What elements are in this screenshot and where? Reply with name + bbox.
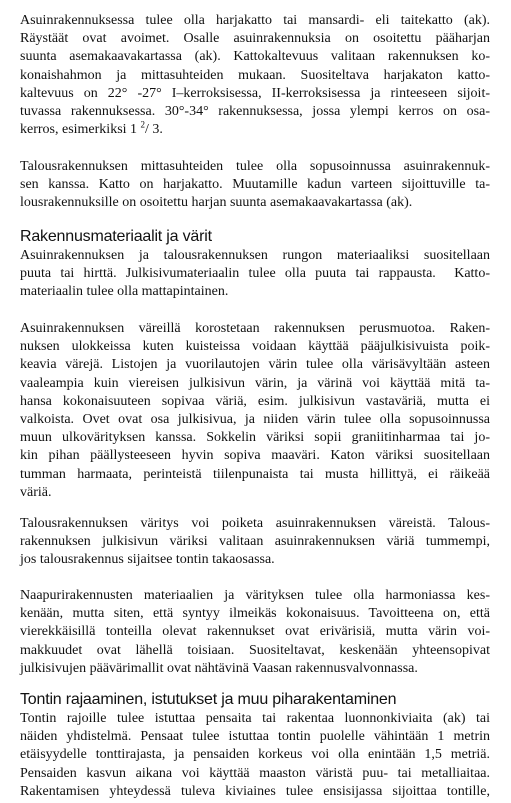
text-line: Rakentamisen yhteydessä tuleva kiviaines tulee ensisijassa sijoittaa tontille, bbox=[20, 783, 490, 799]
text-line: Talousrakennuksen mittasuhteiden tulee olla sopusoinnussa asuinrakennuk- bbox=[20, 159, 490, 174]
text-line: väriä. bbox=[20, 484, 52, 500]
text-line: Asuinrakennuksen ja talousrakennuksen rungon materiaaliksi suositellaan bbox=[20, 248, 490, 263]
text-line: kenään, mutta siten, että syntyy ilmeikäs kokonaisuus. Tavoitteena on, että bbox=[20, 606, 490, 622]
text-line: Naapurirakennusten materiaalien ja värityksen tulee olla harmoniassa kes- bbox=[20, 588, 490, 603]
text-line: vaaleampia kuin viereisen julkisivun värin, ja värinä voi käyttää mitä ta- bbox=[20, 375, 490, 391]
text-line: hansa kokonaisuuteen sopivaa väriä, esim. julkisivun vastaväriä, mutta ei bbox=[20, 393, 490, 409]
text-line: vierekkäisillä tonteilla olevat rakennukset ovat erivärisiä, mutta värin voi- bbox=[20, 624, 490, 640]
paragraph-neighbour-harmony bbox=[20, 587, 490, 678]
section-heading-plot-boundaries: Tontin rajaaminen, istutukset ja muu piharakentaminen bbox=[20, 691, 397, 708]
paragraph-plot-boundaries bbox=[20, 710, 490, 801]
text-line: tuvassa rakennuksessa. 30°-34° rakennuksessa, jossa ylempi kerros on osa- bbox=[20, 103, 490, 119]
text-line: etäisyydelle tonttirajasta, ja pensaiden korkeus voi olla enintään 1,5 metriä. bbox=[20, 747, 490, 763]
text-line: sen kanssa. Katto on harjakatto. Muutamille kadun varteen sijoittuville ta- bbox=[20, 177, 490, 193]
text-line: Asuinrakennuksessa tulee olla harjakatto tai mansardi- eli taitekatto (ak). bbox=[20, 13, 490, 28]
text-line: lousrakennuksille on osoitettu harjan suunta asemakaavakartassa (ak). bbox=[20, 195, 413, 211]
text-line: puuta tai hirttä. Julkisivumateriaalin tulee olla puuta tai rappausta. Katto- bbox=[20, 266, 490, 282]
paragraph-colors bbox=[20, 320, 490, 502]
text-line: rakennuksen julkisivun väriksi valitaan asuinrakennuksen väriä tummempi, bbox=[20, 534, 490, 550]
superscript: 2 bbox=[140, 119, 146, 130]
text-line: valkoista. Ovet ovat osa julkisivua, ja niiden värin tulee olla sopusoinnussa bbox=[20, 411, 490, 427]
text-line bbox=[20, 121, 490, 139]
text-line: muun ulkovärityksen kanssa. Sokkelin väriksi sopii graniitinharmaa tai jo- bbox=[20, 430, 490, 446]
text-line: tumman harmaata, perinteistä tiilenpunaista tai musta hillittyä, ei räikeää bbox=[20, 466, 490, 482]
text-line: nuksen ulokkeissa kuten kuisteissa voidaan käyttää pääjulkisivuista poik- bbox=[20, 339, 490, 355]
section-heading-materials: Rakennusmateriaalit ja värit bbox=[20, 228, 212, 245]
text-fragment: / 3. bbox=[145, 122, 163, 138]
paragraph-roof-types bbox=[20, 12, 490, 139]
text-line: Pensaiden kasvun aikana voi käyttää maaston väristä puu- tai metalliaitaa. bbox=[20, 765, 490, 781]
paragraph-outbuilding-colors bbox=[20, 515, 490, 570]
text-line: keavia värejä. Listojen ja vuorilautojen värin tulee olla värisävyltään asteen bbox=[20, 357, 490, 373]
text-line: Talousrakennuksen väritys voi poiketa asuinrakennuksen väreistä. Talous- bbox=[20, 516, 490, 531]
text-line: Tontin rajoille tulee istuttaa pensaita tai rakentaa luonnonkiviaita (ak) tai bbox=[20, 711, 490, 726]
text-line: julkisivujen päävärimallit ovat nähtävinä Vaasan rakennusvalvonnassa. bbox=[20, 660, 418, 676]
text-line: Asuinrakennuksen väreillä korostetaan rakennuksen perusmuotoa. Raken- bbox=[20, 321, 490, 336]
text-fragment: kerros, esimerkiksi 1 bbox=[20, 122, 141, 138]
text-line: konaishahmon ja mittasuhteiden mukaan. Suositeltava harjakaton katto- bbox=[20, 67, 490, 83]
text-line: kaltevuus on 22° -27° I–kerroksisessa, II-kerroksisessa ja rinteeseen sijoit- bbox=[20, 85, 490, 101]
text-line: makkuudet ovat lähellä toisiaan. Suositeltavat, keskenään yhteensopivat bbox=[20, 642, 490, 658]
paragraph-outbuilding-proportions bbox=[20, 158, 490, 213]
text-line: kin pihan päällysteeseen hyvin sopiva maaväri. Katon väriksi suositellaan bbox=[20, 448, 490, 464]
text-line: jos talousrakennus sijaitsee tontin takaosassa. bbox=[20, 552, 275, 568]
text-line: näiden yhdistelmä. Pensaat tulee istuttaa tontin puolelle vähintään 1 metrin bbox=[20, 729, 490, 745]
text-line: materiaalin tulee olla mattapintainen. bbox=[20, 284, 229, 300]
paragraph-materials bbox=[20, 247, 490, 302]
text-line: Räystäät ovat avoimet. Osalle asuinrakennuksia on osoitettu pääharjan bbox=[20, 31, 490, 47]
text-line: suunta asemakaavakartassa (ak). Kattokaltevuus valitaan rakennuksen ko- bbox=[20, 49, 490, 65]
